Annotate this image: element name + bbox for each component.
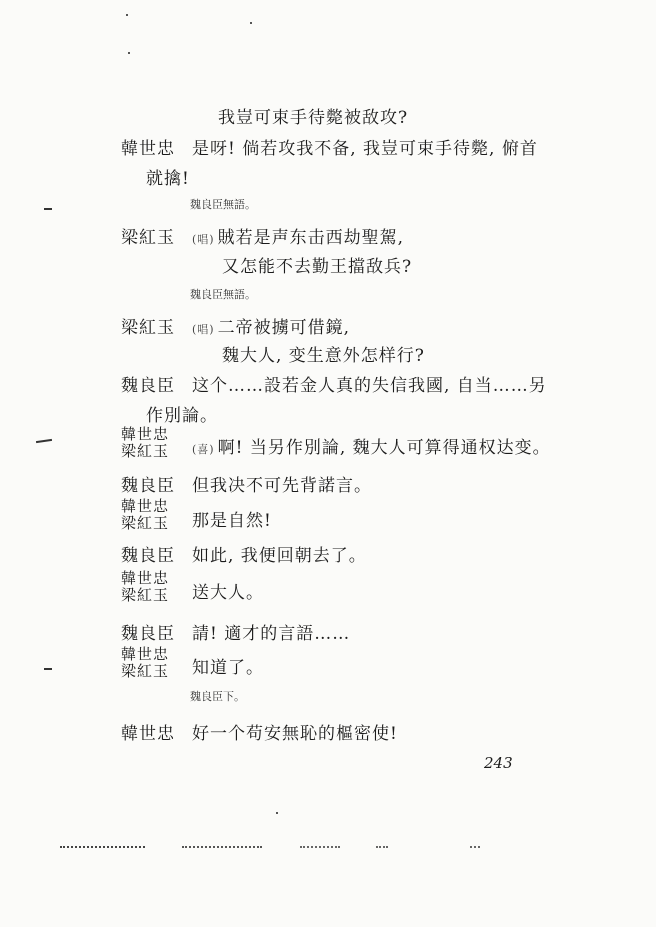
speaker-name: 韓世忠	[121, 497, 170, 515]
scan-mark	[44, 668, 52, 670]
speaker-name: 韓世忠	[121, 569, 170, 587]
dialogue-line: 就擒!	[146, 169, 190, 189]
scan-speck	[128, 52, 130, 54]
dialogue-line: 是呀! 倘若攻我不备, 我豈可束手待斃, 俯首	[192, 139, 538, 159]
performance-mark: (喜)	[192, 443, 215, 456]
scan-mark	[376, 846, 388, 851]
scan-mark	[182, 846, 262, 851]
scan-mark	[36, 439, 52, 443]
scan-speck	[250, 22, 252, 24]
scan-speck	[126, 14, 128, 16]
dialogue-line	[192, 433, 551, 458]
verse-line: 魏大人, 变生意外怎样行?	[222, 346, 425, 366]
speaker-name: 韓世忠	[121, 645, 170, 663]
speaker-name: 梁紅玉	[121, 662, 170, 680]
dialogue-line: 送大人。	[192, 583, 264, 603]
dialogue-line: 請! 適才的言語……	[192, 624, 351, 644]
dialogue-line: 这个……設若金人真的失信我國, 自当……另	[192, 376, 547, 396]
scan-mark	[60, 846, 145, 851]
verse-line: 我豈可束手待斃被敌攻?	[218, 108, 409, 128]
verse-text: 二帝被擄可借鏡,	[217, 318, 350, 338]
speaker-name: 韓世忠	[121, 139, 175, 159]
speaker-name: 韓世忠	[121, 425, 170, 443]
verse-line	[192, 313, 350, 338]
speaker-name: 梁紅玉	[121, 586, 170, 604]
dialogue-line: 如此, 我便回朝去了。	[192, 546, 367, 566]
speaker-name: 韓世忠	[121, 724, 175, 744]
dialogue-text: 啊! 当另作別論, 魏大人可算得通权达变。	[217, 438, 551, 458]
verse-line: 又怎能不去勤王擋敌兵?	[222, 257, 413, 277]
scan-mark	[470, 846, 480, 851]
scan-mark	[300, 846, 340, 851]
speaker-name: 魏良臣	[121, 376, 175, 396]
speaker-name: 魏良臣	[121, 476, 175, 496]
speaker-name: 魏良臣	[121, 546, 175, 566]
scan-speck	[276, 812, 278, 814]
speaker-name: 魏良臣	[121, 624, 175, 644]
speaker-name: 梁紅玉	[121, 514, 170, 532]
speaker-name: 梁紅玉	[121, 442, 170, 460]
dialogue-line: 那是自然!	[192, 511, 272, 531]
speaker-name: 梁紅玉	[121, 228, 175, 248]
dialogue-line: 作別論。	[146, 406, 218, 426]
stage-direction: 魏良臣下。	[190, 690, 245, 703]
stage-direction: 魏良臣無語。	[190, 198, 256, 211]
performance-mark: (唱)	[192, 233, 215, 246]
dialogue-line: 知道了。	[192, 658, 264, 678]
verse-line	[192, 223, 404, 248]
dialogue-line: 但我决不可先背諾言。	[192, 476, 372, 496]
performance-mark: (唱)	[192, 323, 215, 336]
verse-text: 賊若是声东击西劫聖駕,	[217, 228, 404, 248]
dialogue-line: 好一个苟安無恥的樞密使!	[192, 724, 398, 744]
stage-direction: 魏良臣無語。	[190, 288, 256, 301]
scan-mark	[44, 208, 52, 210]
page-number: 243	[484, 754, 513, 772]
speaker-name: 梁紅玉	[121, 318, 175, 338]
